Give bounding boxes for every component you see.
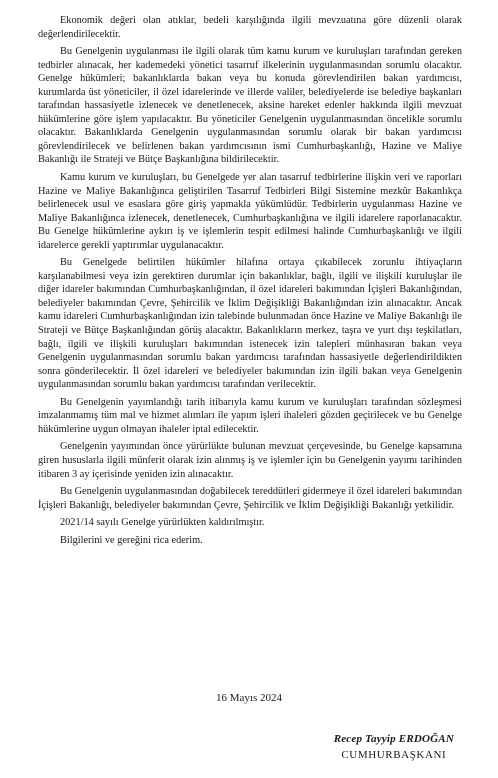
paragraph-authority: Bu Genelgenin uygulanmasından doğabilecek tereddütleri gidermeye il özel idareleri bakımından İçişleri Bakanlığı, belediyeler bakımından Çevre, Şehircilik ve İklim Değişikliği Bakanlığı yetkilidir. xyxy=(38,486,462,511)
document-body xyxy=(38,14,462,551)
signer-title: CUMHURBAŞKANI xyxy=(341,749,447,761)
paragraph-permission-procedures: Bu Genelgede belirtilen hükümler hilafına ortaya çıkabilecek zorunlu ihtiyaçların karşılanabilmesi veya izin gerektiren durumlar için bakanlıklar, bağlı, ilgili ve ilişkili kuruluşlar ile diğer idareler bakımından Cumhurbaşkanlığından, il özel idareleri bakımından İçişleri Bakanlığından, belediyeler bakımından Çevre, Şehircilik ve İklim Değişikliği Bakanlığından izin alınacaktır. Ancak kamu idareleri Cumhurbaşkanlığından izin talebinde bulunmadan önce Hazine ve Maliye Bakanlığı ile Strateji ve Bütçe Başkanlığından görüş alacaktır. Bakanlıkların merkez, taşra ve yurt dışı teşkilatları, bağlı, ilgili ve ilişkili kuruluşları bakımından istenecek izin talepleri münhasıran bakan veya Genelgenin uygulanmasından sorumlu bakan yardımcısı tarafından hassasiyetle değerlendirildikten sonra gönderilecektir. İl özel idareleri ve belediyeler bakımından izin ilgili bakan veya Genelgenin uygulanmasından sorumlu bakan yardımcısı tarafından verilecektir. xyxy=(38,257,462,391)
signer-name: Recep Tayyip ERDOĞAN xyxy=(333,733,454,745)
paragraph-reporting-system: Kamu kurum ve kuruluşları, bu Genelgede yer alan tasarruf tedbirlerine ilişkin veri ve raporları Hazine ve Maliye Bakanlığınca geliştirilen Tasarruf Tedbirleri Bilgi Sistemine mezkûr Bakanlıkça belirlenecek usul ve esaslara göre giriş yapmakla yükümlüdür. Tedbirlerin uygulanması Hazine ve Maliye Bakanlığınca izlenecek, denetlenecek, Cumhurbaşkanlığına ve ilgili idarelere raporlanacaktır. Bu Genelge hükümlerine aykırı iş ve işlemlerin tespit edilmesi halinde Cumhurbaşkanlığı ve ilgili idarelerce gerekli yaptırımlar uygulanacaktır. xyxy=(38,172,462,251)
document-date: 16 Mayıs 2024 xyxy=(216,692,282,704)
paragraph-prior-permissions: Genelgenin yayımından önce yürürlükte bulunan mevzuat çerçevesinde, bu Genelge kapsamına giren hususlarla ilgili münferit olarak izin alınmış iş ve işlemler için bu Genelgenin yayımı tarihinden itibaren 3 ay içerisinde yeniden izin alınacaktır. xyxy=(38,441,462,480)
paragraph-waste-value: Ekonomik değeri olan atıklar, bedeli karşılığında ilgili mevzuatına göre düzenli olarak değerlendirilecektir. xyxy=(38,15,462,40)
paragraph-implementation-responsibility: Bu Genelgenin uygulanması ile ilgili olarak tüm kamu kurum ve kuruluşları tarafından gereken tedbirler alınacak, her kademedeki yönetici tasarruf ilkelerinin uygulanmasından sorumlu olacaktır. Genelge hükümleri; bakanlıklarda bakan veya bu konuda görevlendirilen bakan yardımcısı, kurumlarda üst yöneticiler, il özel idarelerinde ve illerde valiler, belediyelerde ise belediye başkanları tarafından hassasiyetle izlenecek ve denetlenecek, aksine hareket edenler hakkında ilgili mevzuat hükümlerine göre işlem yapılacaktır. Bu yöneticiler Genelgenin uygulanmasından öncelikle sorumlu olacaktır. Bakanlıklarda Genelgenin uygulanmasından sorumlu olarak bir bakan yardımcısı görevlendirilecek ve belirlenen bakan yardımcısının ismi Cumhurbaşkanlığı, Hazine ve Maliye Bakanlığı ile Strateji ve Bütçe Başkanlığına bildirilecektir. xyxy=(38,46,462,166)
paragraph-closing: Bilgilerini ve gereğini rica ederim. xyxy=(60,534,203,546)
paragraph-repeal: 2021/14 sayılı Genelge yürürlükten kaldırılmıştır. xyxy=(60,517,265,529)
signature-block xyxy=(334,731,454,763)
paragraph-tender-review: Bu Genelgenin yayımlandığı tarih itibarıyla kamu kurum ve kuruluşları tarafından sözleşmesi imzalanmamış tüm mal ve hizmet alımları ile yapım işleri ihaleleri gözden geçirilecek ve bu Genelge hükümlerine uygun olmayan ihaleler iptal edilecektir. xyxy=(38,396,462,435)
